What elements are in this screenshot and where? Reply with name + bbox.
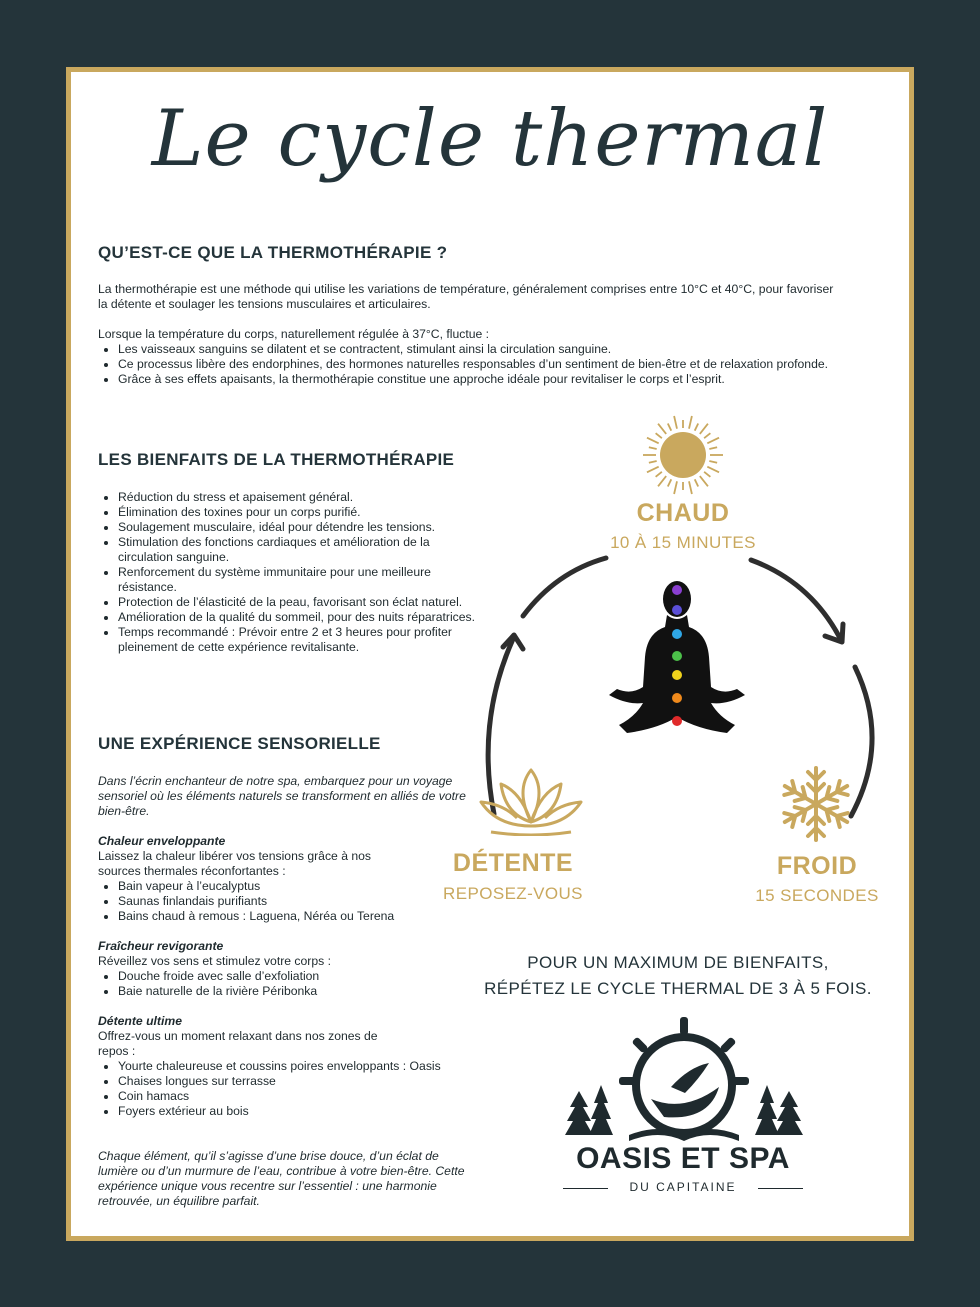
list-item: • Stimulation des fonctions cardiaques et amélioration de la circulation sanguine.	[118, 535, 478, 565]
paragraph: Laissez la chaleur libérer vos tensions grâce à nos sources thermales réconfortantes :	[98, 849, 372, 878]
section-thermotherapy-body	[98, 282, 838, 387]
paragraph: Lorsque la température du corps, naturellement régulée à 37°C, fluctue :	[98, 327, 490, 341]
list-item: • Soulagement musculaire, idéal pour détendre les tensions.	[118, 520, 478, 535]
hot-label: CHAUD	[636, 499, 730, 527]
list-item: • Bains chaud à remous : Laguena, Néréa ou Terena	[118, 909, 468, 924]
logo-subtitle: DU CAPITAINE	[629, 1180, 737, 1194]
list-item: • Élimination des toxines pour un corps purifié.	[118, 505, 478, 520]
snowflake-icon	[774, 762, 858, 846]
repeat-line-2: RÉPÉTEZ LE CYCLE THERMAL DE 3 À 5 FOIS.	[484, 979, 872, 998]
list-item: • Renforcement du système immunitaire pour une meilleure résistance.	[118, 565, 478, 595]
cold-duration: 15 SECONDES	[755, 886, 879, 905]
section-sensory-body	[98, 774, 468, 1209]
ship-wheel-logo-icon	[559, 1017, 809, 1147]
list-item: • Saunas finlandais purifiants	[118, 894, 468, 909]
bullet-list	[98, 969, 468, 999]
logo-rule-right	[758, 1188, 803, 1189]
list-item: • Grâce à ses effets apaisants, la thermothérapie constitue une approche idéale pour revitaliser le corps et l’esprit.	[118, 372, 838, 387]
list-item: • Baie naturelle de la rivière Péribonka	[118, 984, 468, 999]
section-heading-sensory: UNE EXPÉRIENCE SENSORIELLE	[98, 734, 381, 753]
section-heading-benefits: LES BIENFAITS DE LA THERMOTHÉRAPIE	[98, 450, 455, 469]
list-item: • Temps recommandé : Prévoir entre 2 et 3 heures pour profiter pleinement de cette expérience revitalisante.	[118, 625, 478, 655]
rest-label: DÉTENTE	[452, 849, 574, 877]
paragraph: Réveillez vos sens et stimulez votre corps :	[98, 954, 332, 968]
arrow-rest-to-hot	[523, 558, 606, 616]
list-item: • Ce processus libère des endorphines, des hormones naturelles responsables d’un sentiment de bien-être et de relaxation profonde.	[118, 357, 838, 372]
paragraph: Dans l’écrin enchanteur de notre spa, embarquez pour un voyage sensoriel où les éléments naturels se transforment en alliés de votre bien-être.	[98, 774, 466, 818]
list-item: • Réduction du stress et apaisement général.	[118, 490, 478, 505]
cold-label: FROID	[776, 852, 858, 880]
paragraph: Offrez-vous un moment relaxant dans nos zones de repos :	[98, 1029, 378, 1058]
hot-duration: 10 À 15 MINUTES	[610, 533, 756, 552]
bullet-list	[98, 879, 468, 924]
list-item: • Chaises longues sur terrasse	[118, 1074, 468, 1089]
bullet-list	[98, 490, 478, 655]
bullet-list	[98, 1059, 468, 1119]
list-item: • Douche froide avec salle d’exfoliation	[118, 969, 468, 984]
section-benefits-body	[98, 490, 478, 655]
poster-frame	[66, 67, 914, 1241]
list-item: • Coin hamacs	[118, 1089, 468, 1104]
list-item: • Bain vapeur à l’eucalyptus	[118, 879, 468, 894]
group-title: Chaleur enveloppante	[98, 834, 226, 848]
section-heading-thermotherapy: QU’EST-CE QUE LA THERMOTHÉRAPIE ?	[98, 243, 448, 262]
paragraph: Chaque élément, qu’il s’agisse d’une brise douce, d’un éclat de lumière ou d’un murmure de l’eau, contribue à votre bien-être. Cette expérience unique vous recentre sur l’essentiel : une harmonie retrouvée, un équilibre parfait.	[98, 1149, 465, 1208]
arrow-hot-to-cold	[751, 560, 841, 640]
page-title: Le cycle thermal	[151, 94, 829, 184]
group-title: Détente ultime	[98, 1014, 182, 1028]
list-item: • Amélioration de la qualité du sommeil, pour des nuits réparatrices.	[118, 610, 478, 625]
bullet-list	[98, 342, 838, 387]
repeat-line-1: POUR UN MAXIMUM DE BIENFAITS,	[527, 953, 829, 972]
list-item: • Protection de l’élasticité de la peau, favorisant son éclat naturel.	[118, 595, 478, 610]
rest-duration: REPOSEZ-VOUS	[443, 884, 583, 903]
poster-page	[71, 72, 909, 1236]
repeat-notice	[443, 950, 913, 1002]
logo-name: OASIS ET SPA	[576, 1142, 790, 1175]
list-item: • Les vaisseaux sanguins se dilatent et se contractent, stimulant ainsi la circulation sanguine.	[118, 342, 838, 357]
list-item: • Foyers extérieur au bois	[118, 1104, 468, 1119]
lotus-icon	[477, 766, 585, 836]
paragraph: La thermothérapie est une méthode qui utilise les variations de température, généralement comprises entre 10°C et 40°C, pour favoriser la détente et soulager les tensions musculaires et articulaires.	[98, 282, 834, 311]
meditation-figure-icon	[607, 577, 747, 737]
group-title: Fraîcheur revigorante	[98, 939, 224, 953]
list-item: • Yourte chaleureuse et coussins poires enveloppants : Oasis	[118, 1059, 468, 1074]
